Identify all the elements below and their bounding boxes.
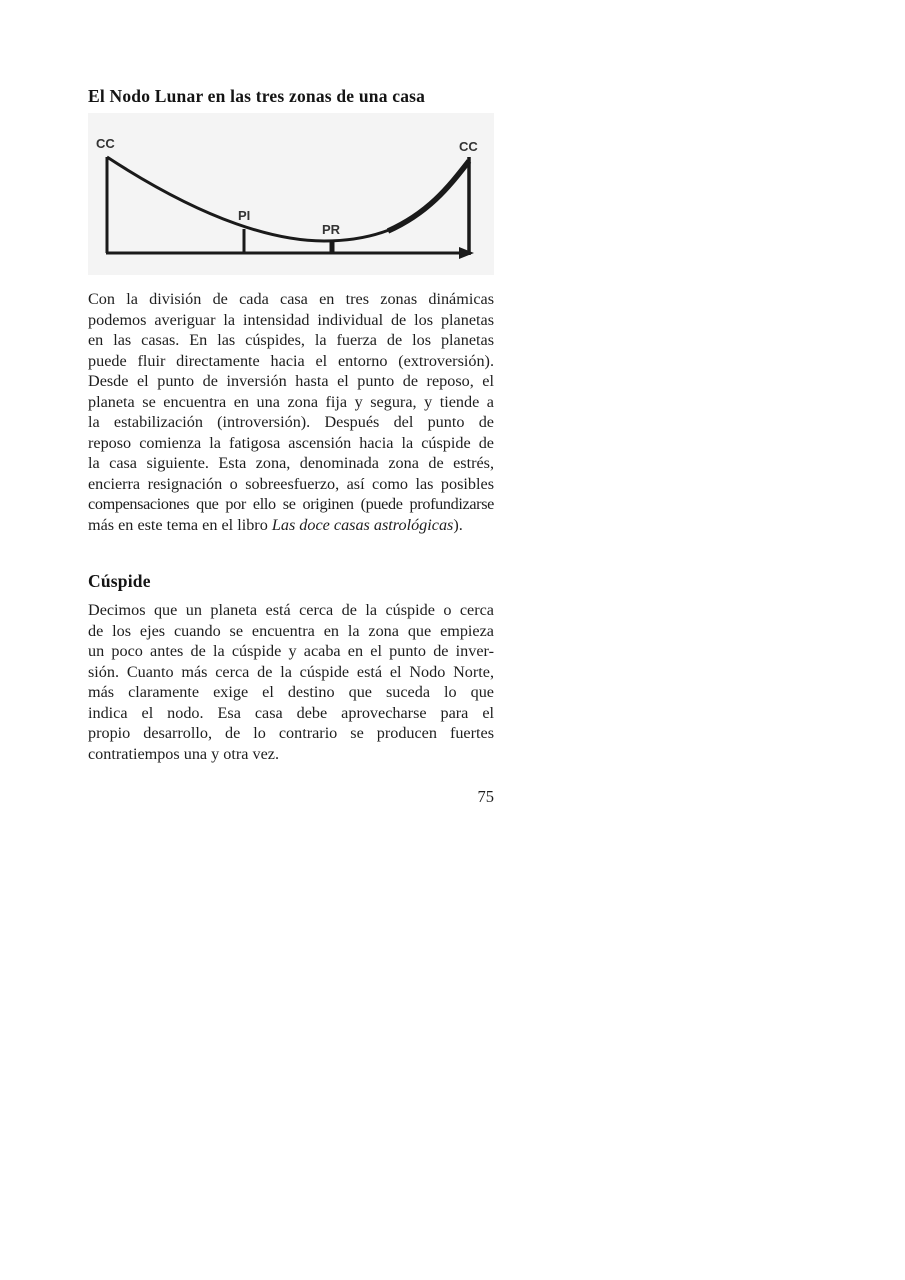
paragraph-line: sión. Cuanto más cerca de la cúspide está el Nodo Norte,: [88, 662, 494, 681]
paragraph-line: un poco antes de la cúspide y acaba en el punto de inver-: [88, 642, 494, 660]
paragraph-line: en las casas. En las cúspides, la fuerza de los planetas: [88, 331, 494, 349]
book-title: Las doce casas astrológicas: [271, 515, 454, 534]
paragraph-line: reposo comienza la fatigosa ascensión hacia la cúspide de: [88, 433, 494, 452]
diagram-arrowhead: [459, 247, 474, 259]
diagram-house-curve: [107, 157, 469, 241]
paragraph-line: indica el nodo. Esa casa debe aprovecharse para el: [88, 703, 494, 722]
paragraph-house-zones: [88, 289, 494, 535]
paragraph-line: Decimos que un planeta está cerca de la cúspide o cerca: [88, 601, 494, 619]
paragraph-line: compensaciones que por ello se originen (puede profundizarse: [88, 495, 494, 513]
paragraph-line: encierra resignación o sobreesfuerzo, así como las posibles: [88, 474, 494, 493]
page-number: 75: [477, 787, 494, 806]
diagram-stress-zone-curve: [388, 161, 469, 231]
paragraph-line: podemos averiguar la intensidad individual de los planetas: [88, 310, 494, 329]
paragraph-line: de los ejes cuando se encuentra en la zona que empieza: [88, 621, 494, 640]
diagram-label-pr: PR: [322, 222, 341, 237]
diagram-label-pi: PI: [238, 208, 251, 223]
last-line-prefix: más en este tema en el libro: [88, 515, 272, 534]
paragraph-line: planeta se encuentra en una zona fija y segura, y tiende a: [88, 392, 494, 411]
paragraph-line: la casa siguiente. Esta zona, denominada zona de estrés,: [88, 454, 494, 472]
paragraph-line: propio desarrollo, de lo contrario se producen fuertes: [88, 724, 494, 742]
paragraph-line: Con la división de cada casa en tres zonas dinámicas: [88, 290, 494, 308]
paragraph-line: más claramente exige el destino que suceda lo que: [88, 683, 494, 701]
house-zones-diagram-svg: [88, 113, 494, 275]
house-zones-diagram: [88, 113, 494, 275]
paragraph-line: contratiempos una y otra vez.: [88, 744, 280, 763]
paragraph-line: Desde el punto de inversión hasta el punto de reposo, el: [88, 372, 494, 390]
last-line-suffix: ).: [453, 515, 463, 534]
paragraph-line: puede fluir directamente hacia el entorno (extroversión).: [88, 351, 494, 370]
section-heading-nodo-lunar: El Nodo Lunar en las tres zonas de una casa: [88, 86, 426, 106]
paragraph-line: la estabilización (introversión). Después del punto de: [88, 413, 494, 431]
paragraph-last-line: [88, 515, 494, 536]
diagram-label-cc-right: CC: [459, 139, 478, 154]
diagram-label-cc-left: CC: [96, 136, 115, 151]
section-heading-cuspide: Cúspide: [88, 571, 151, 591]
paragraph-cuspide: [88, 600, 494, 764]
